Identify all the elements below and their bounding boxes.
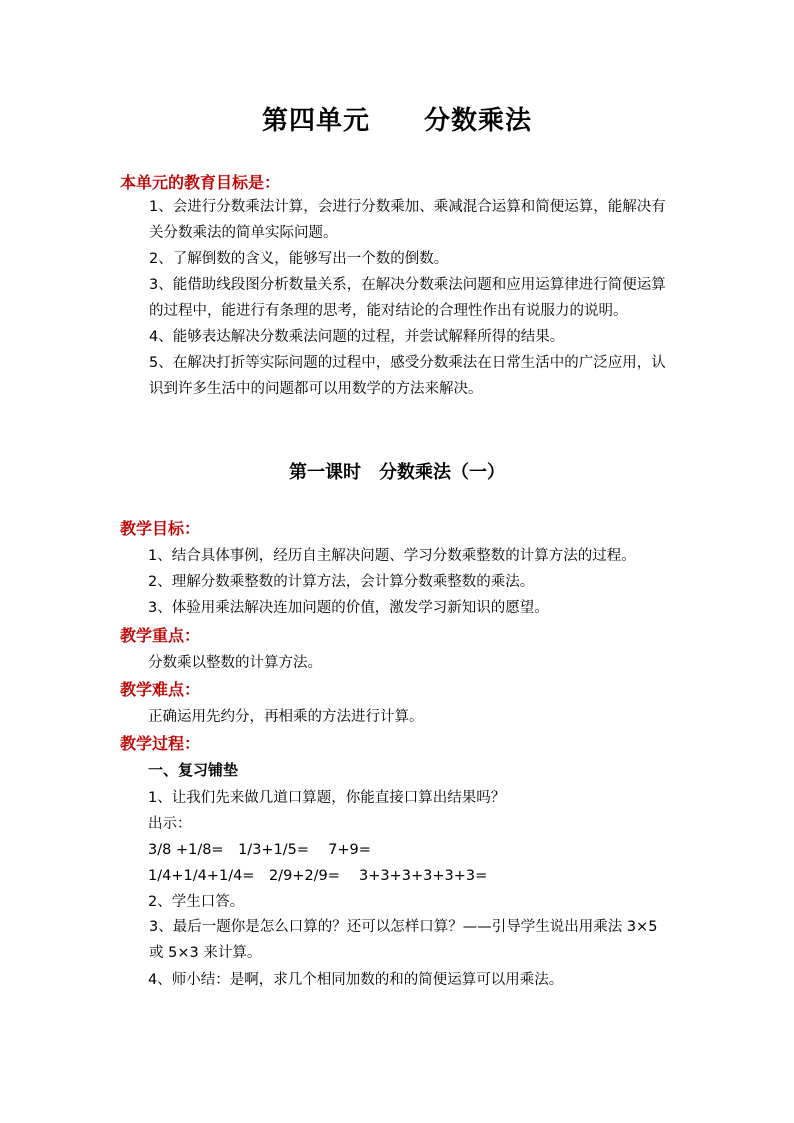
teaching-goal-1: 1、结合具体事例，经历自主解决问题、学习分数乘整数的计算方法的过程。 (148, 548, 636, 564)
teaching-goal-2: 2、理解分数乘整数的计算方法，会计算分数乘整数的乘法。 (148, 574, 535, 590)
teaching-goal-3: 3、体验用乘法解决连加问题的价值，激发学习新知识的愿望。 (148, 600, 549, 616)
process-line-1: 1、让我们先来做几道口算题，你能直接口算出结果吗？ (148, 790, 506, 806)
unit-goal-2-text: 2、了解倒数的含义，能够写出一个数的倒数。 (149, 251, 449, 267)
teaching-goals-heading: 教学目标： (120, 519, 201, 538)
unit-goal-3-text: 3、能借助线段图分析数量关系，在解决分数乘法问题和应用运算律进行简便运算的过程中，能进行有条理的思考，能对结论的合理性作出有说服力的说明。 (149, 277, 666, 319)
unit-goal-5 (120, 350, 676, 402)
process-line-3: 3/8 +1/8= 1/3+1/5= 7+9= (148, 842, 371, 858)
process-heading: 教学过程： (120, 734, 201, 753)
difficulty-text: 正确运用先约分，再相乘的方法进行计算。 (148, 709, 424, 725)
process-q3-text: 3、最后一题你是怎么口算的？还可以怎样口算？——引导学生说出用乘法 3×5 或 5×3 来计算。 (149, 919, 658, 961)
difficulty-heading: 教学难点： (120, 680, 201, 699)
unit-title: 第四单元 分数乘法 (261, 106, 532, 136)
unit-goal-3 (120, 272, 676, 324)
process-line-2: 出示： (148, 816, 192, 832)
lesson-title: 第一课时 分数乘法（一） (289, 462, 505, 483)
key-point-heading: 教学重点： (120, 626, 201, 645)
unit-goal-1 (120, 194, 676, 246)
process-line-4: 1/4+1/4+1/4= 2/9+2/9= 3+3+3+3+3+3= (148, 868, 488, 884)
process-q3 (120, 914, 676, 966)
unit-goal-2 (120, 246, 676, 272)
unit-goal-4-text: 4、能够表达解决分数乘法问题的过程，并尝试解释所得的结果。 (149, 329, 565, 345)
process-line-5: 2、学生口答。 (148, 894, 245, 910)
process-q4: 4、师小结：是啊，求几个相同加数的和的简便运算可以用乘法。 (148, 972, 564, 988)
review-section-heading: 一、复习铺垫 (148, 761, 239, 779)
unit-goal-1-text: 1、会进行分数乘法计算，会进行分数乘加、乘减混合运算和简便运算，能解决有关分数乘法的简单实际问题。 (149, 199, 666, 241)
unit-goal-4 (120, 324, 676, 350)
unit-goal-5-text: 5、在解决打折等实际问题的过程中，感受分数乘法在日常生活中的广泛应用，认识到许多生活中的问题都可以用数学的方法来解决。 (149, 355, 666, 397)
unit-goals-heading: 本单元的教育目标是： (120, 173, 281, 192)
key-point-text: 分数乘以整数的计算方法。 (148, 655, 322, 671)
